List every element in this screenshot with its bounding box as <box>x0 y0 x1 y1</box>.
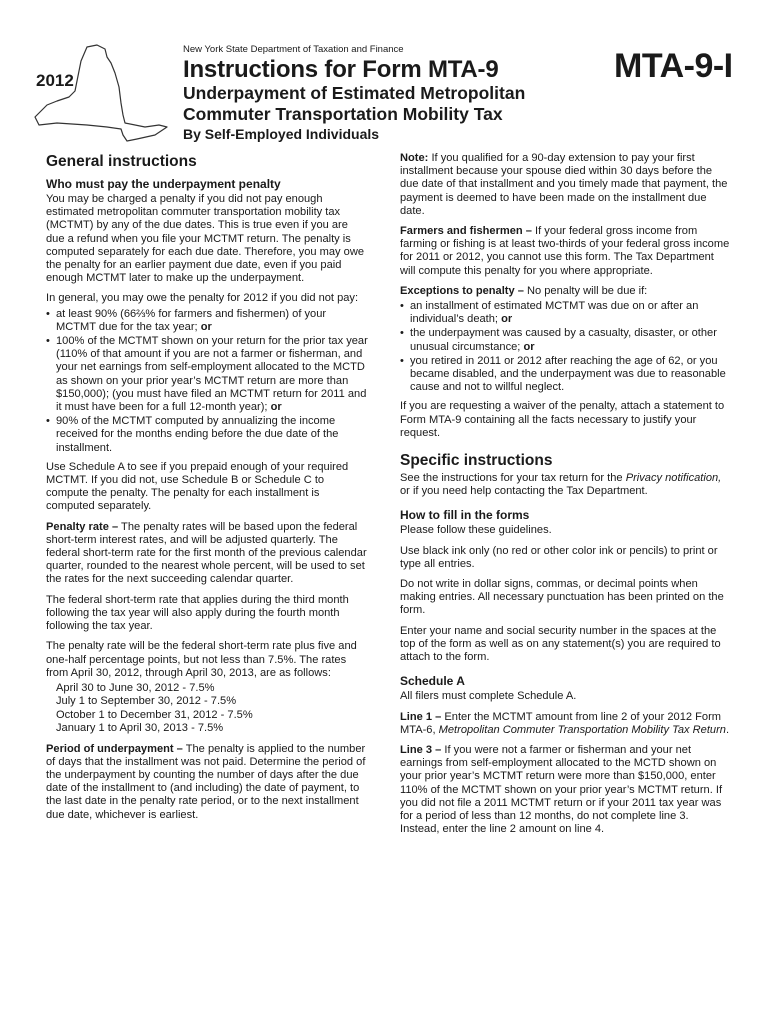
schedule-a-paragraph: All filers must complete Schedule A. <box>400 690 577 703</box>
line-1-paragraph: Line 1 – Enter the MCTMT amount from line 2 of your 2012 Form MTA-6, Metropolitan Commuter Transportation Mobility Tax Return. <box>400 710 730 736</box>
period-of-underpayment-paragraph: Period of underpayment – The penalty is applied to the number of days that the installment was not paid. Determine the period of the underpayment by counting the number of days after the due date of the installment to (and including) the date of payment, to the last date in the penalty rate period, or to the next installment due date, whichever is earliest. <box>46 742 366 821</box>
exceptions-paragraph: Exceptions to penalty – No penalty will be due if: <box>400 284 648 297</box>
fill-paragraph-3: Do not write in dollar signs, commas, or decimal points when making entries. All necessary punctuation has been printed on the form. <box>400 578 724 617</box>
list-item: • 100% of the MCTMT shown on your return for the prior tax year (110% of that amount if you are not a farmer or fisherman, and your net earnings from self-employment allocated to the MCTD as shown on your prior year’s MCTMT return are more than $150,000); (you must have filed an MCTMT return for 2011 and it must have been for a full 12-month year); or <box>46 335 368 414</box>
fill-paragraph-1: Please follow these guidelines. <box>400 524 552 537</box>
exceptions-label: Exceptions to penalty – <box>400 284 524 297</box>
list-item: • at least 90% (66⅔% for farmers and fishermen) of your MCTMT due for the tax year; or <box>46 308 368 334</box>
farmers-label: Farmers and fishermen – <box>400 225 532 238</box>
specific-paragraph: See the instructions for your tax return for the Privacy notification, or if you need help contacting the Tax Department. <box>400 472 722 498</box>
right-column <box>400 152 730 843</box>
period-label: Period of underpayment – <box>46 742 183 755</box>
list-item: • the underpayment was caused by a casualty, disaster, or other unusual circumstance; or <box>400 327 730 353</box>
general-instructions-heading: General instructions <box>46 153 197 170</box>
penalty-rate-label: Penalty rate – <box>46 520 119 533</box>
fill-paragraph-4: Enter your name and social security number in the spaces at the top of the form as well as on any statement(s) you are required to attach to the form. <box>400 624 721 664</box>
schedule-note-paragraph: Use Schedule A to see if you prepaid enough of your required MCTMT. If you did not, use Schedule B or Schedule C to compute the penalty. The penalty for each installment is computed separately. <box>46 460 349 513</box>
page-title: Instructions for Form MTA-9 <box>183 56 499 83</box>
federal-rate-paragraph: The federal short-term rate that applies during the third month following the tax year will also apply during the fourth month following the tax year. <box>46 593 349 633</box>
rate-item: October 1 to December 31, 2012 - 7.5% <box>56 708 253 721</box>
year-badge <box>36 70 104 92</box>
line-1-label: Line 1 – <box>400 710 442 723</box>
line-3-paragraph: Line 3 – If you were not a farmer or fisherman and your net earnings from self-employment allocated to the MCTD shown on your prior year’s MCTMT return were more than $150,000, enter 110% of the MCTMT shown on your prior year’s MCTMT return. If you did not file a 2011 MCTMT return or if your 2011 tax year was for a period of less than 12 months, do not complete line 3. Instead, enter the line 2 amount on line 4. <box>400 743 723 836</box>
year-text: 2012 <box>36 71 74 90</box>
note-label: Note: <box>400 152 429 164</box>
fill-paragraph-2: Use black ink only (no red or other color ink or pencils) to print or type all entries. <box>400 544 718 570</box>
subtitle-line-1: Underpayment of Estimated Metropolitan <box>183 83 526 103</box>
form-id: MTA-9-I <box>614 47 733 85</box>
line-3-label: Line 3 – <box>400 743 442 756</box>
owe-list <box>46 308 368 455</box>
rate-item: January 1 to April 30, 2013 - 7.5% <box>56 722 224 735</box>
rate-item: April 30 to June 30, 2012 - 7.5% <box>56 681 215 694</box>
exceptions-list <box>400 300 730 394</box>
new-york-state-map-icon <box>27 43 177 143</box>
how-to-fill-heading: How to fill in the forms <box>400 508 530 523</box>
rates-list <box>46 682 368 736</box>
specific-instructions-heading: Specific instructions <box>400 452 553 470</box>
list-item: • you retired in 2011 or 2012 after reaching the age of 62, or you became disabled, and the underpayment was due to reasonable cause and not to willful neglect. <box>400 355 730 395</box>
who-must-pay-heading: Who must pay the underpayment penalty <box>46 177 281 191</box>
penalty-rate-paragraph: Penalty rate – The penalty rates will be based upon the federal short-term interest rates, and will be adjusted quarterly. The federal short-term rate for the first month of the previous calendar quarter, rounded to the nearest whole percent, will be used to set the rates for the next succeeding calendar quarter. <box>46 520 367 586</box>
left-column <box>46 152 368 829</box>
general-owe-paragraph: In general, you may owe the penalty for 2012 if you did not pay: <box>46 292 359 305</box>
list-item: • 90% of the MCTMT computed by annualizing the income received for the months ending before the due date of the installment. <box>46 415 368 455</box>
rate-item: July 1 to September 30, 2012 - 7.5% <box>56 695 237 708</box>
subtitle-line-3: By Self-Employed Individuals <box>183 126 380 142</box>
list-item: • an installment of estimated MCTMT was due on or after an individual’s death; or <box>400 300 730 326</box>
rate-plus-paragraph: The penalty rate will be the federal short-term rate plus five and one-half percentage points, but not less than 7.5%. The rates from April 30, 2012, through April 30, 2013, are as follows: <box>46 640 357 679</box>
waiver-paragraph: If you are requesting a waiver of the penalty, attach a statement to Form MTA-9 containing all the facts necessary to justify your request. <box>400 400 725 439</box>
subtitle <box>183 83 583 143</box>
who-must-pay-paragraph: You may be charged a penalty if you did not pay enough estimated metropolitan commuter transportation mobility tax (MCTMT) by any of the due dates. This is true even if you are due a refund when you file your MCTMT return. The penalty is computed separately for each due date. Therefore, you may owe the penalty for an earlier payment due date, even if you paid enough MCTMT later to make up the underpayment. <box>46 193 365 285</box>
schedule-a-heading: Schedule A <box>400 674 465 689</box>
farmers-paragraph: Farmers and fishermen – If your federal gross income from farming or fishing is at least two-thirds of your federal gross income for 2011 or 2012, you cannot use this form. The Tax Department will compute this penalty for you where appropriate. <box>400 225 730 277</box>
privacy-notification-link: Privacy notification, <box>625 472 722 485</box>
subtitle-line-2: Commuter Transportation Mobility Tax <box>183 104 503 124</box>
agency-name: New York State Department of Taxation and Finance <box>183 44 404 55</box>
note-paragraph: Note: If you qualified for a 90-day extension to pay your first installment because your spouse died within 30 days before the due date of that installment and you timely made that payment, the payment is deemed to have been made on the installment due date. <box>400 152 728 217</box>
